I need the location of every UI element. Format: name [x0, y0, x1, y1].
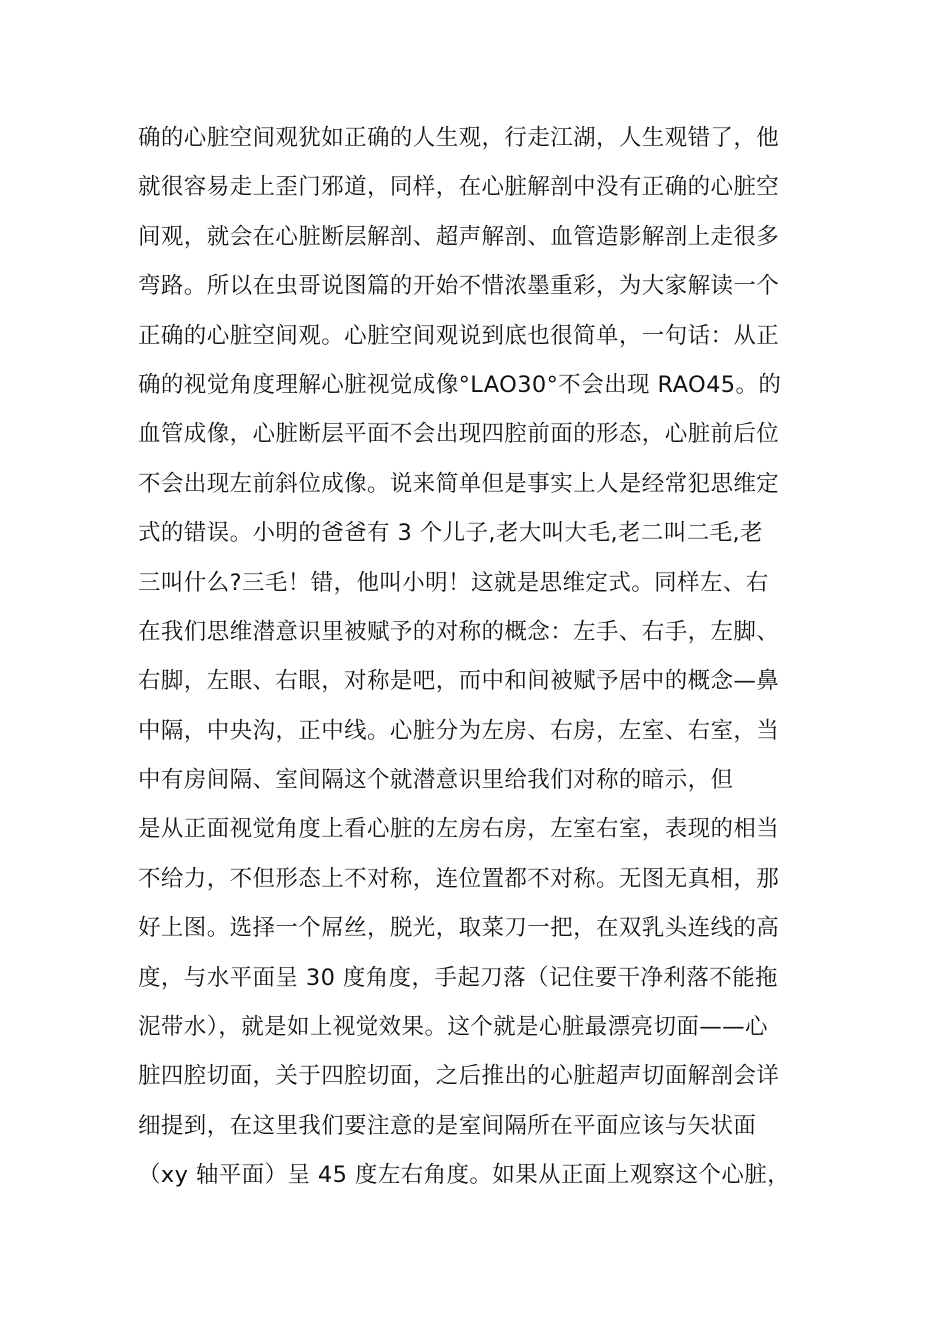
text-line: 右脚，左眼、右眼，对称是吧，而中和间被赋予居中的概念—鼻 [138, 668, 780, 695]
text-line: 不给力，不但形态上不对称，连位置都不对称。无图无真相，那 [138, 865, 780, 892]
text-line: 脏四腔切面，关于四腔切面，之后推出的心脏超声切面解剖会详 [138, 1063, 780, 1090]
text-line: 三叫什么?三毛！错，他叫小明！这就是思维定式。同样左、右 [138, 569, 769, 596]
text-line: 间观，就会在心脏断层解剖、超声解剖、血管造影解剖上走很多 [138, 223, 780, 250]
text-line: 中隔，中央沟，正中线。心脏分为左房、右房，左室、右室，当 [138, 717, 780, 744]
text-line: 确的视觉角度理解心脏视觉成像°LAO30°不会出现 RAO45。的 [138, 371, 782, 398]
body-text [138, 114, 818, 1201]
text-line: 在我们思维潜意识里被赋予的对称的概念：左手、右手，左脚、 [138, 618, 780, 645]
text-line: （xy 轴平面）呈 45 度左右角度。如果从正面上观察这个心脏， [138, 1162, 791, 1189]
text-line: 式的错误。小明的爸爸有 3 个儿子,老大叫大毛,老二叫二毛,老 [138, 520, 763, 547]
text-line: 血管成像，心脏断层平面不会出现四腔前面的形态，心脏前后位 [138, 421, 780, 448]
text-line: 确的心脏空间观犹如正确的人生观，行走江湖，人生观错了，他 [138, 125, 780, 151]
text-line: 好上图。选择一个屌丝，脱光，取菜刀一把，在双乳头连线的高 [138, 915, 780, 942]
text-line: 泥带水），就是如上视觉效果。这个就是心脏最漂亮切面——心 [138, 1014, 768, 1041]
text-line: 正确的心脏空间观。心脏空间观说到底也很简单，一句话：从正 [138, 322, 780, 349]
text-line: 弯路。所以在虫哥说图篇的开始不惜浓墨重彩，为大家解读一个 [138, 273, 780, 300]
text-line: 细提到，在这里我们要注意的是室间隔所在平面应该与矢状面 [138, 1112, 757, 1139]
text-line: 度，与水平面呈 30 度角度，手起刀落（记住要干净利落不能拖 [138, 964, 778, 991]
text-line: 是从正面视觉角度上看心脏的左房右房，左室右室，表现的相当 [138, 816, 780, 843]
text-line: 中有房间隔、室间隔这个就潜意识里给我们对称的暗示，但 [138, 767, 734, 794]
text-line: 就很容易走上歪门邪道，同样，在心脏解剖中没有正确的心脏空 [138, 174, 780, 201]
text-line: 不会出现左前斜位成像。说来简单但是事实上人是经常犯思维定 [138, 470, 780, 497]
